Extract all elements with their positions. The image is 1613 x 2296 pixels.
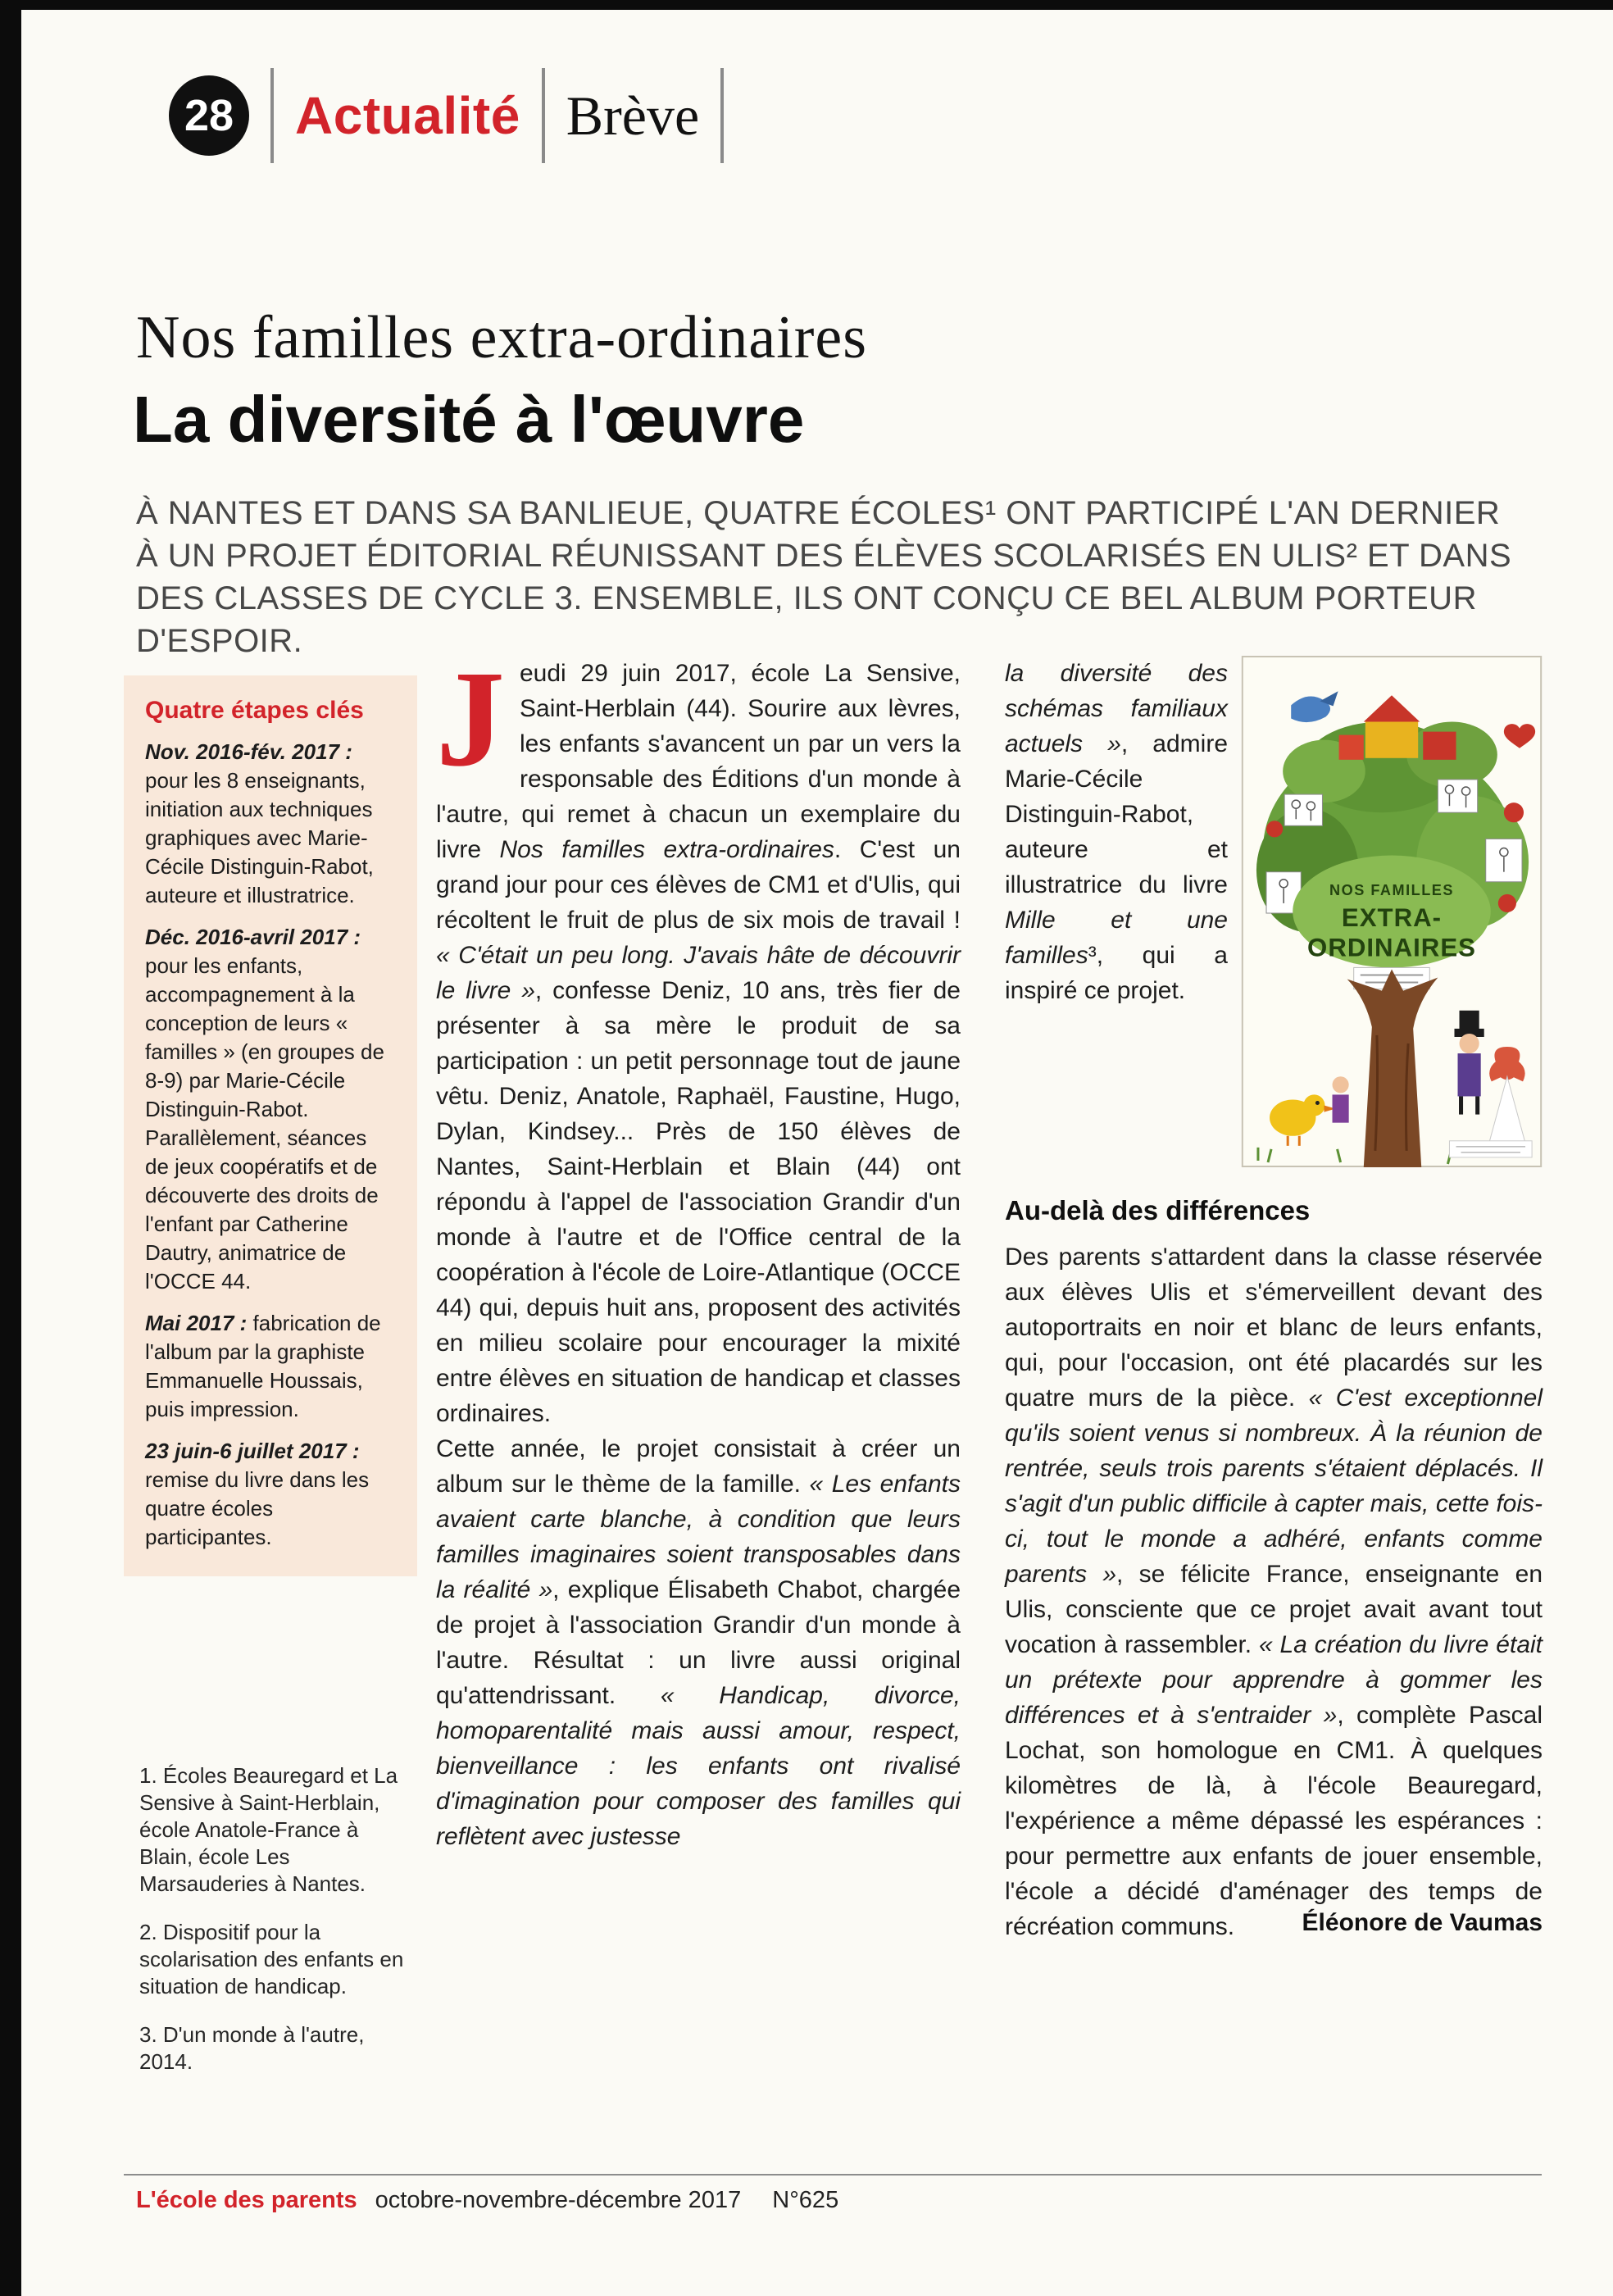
masthead-divider [270,68,274,163]
article-paragraph-2: Cette année, le projet consistait à créer un album sur le thème de la famille. « Les enfants avaient carte blanche, à condition que leurs familles imaginaires soient transposables dans la réalité », explique Élisabeth Chabot, chargée de projet à l'association Grandir d'un monde à l'autre. Résultat : un livre aussi original qu'attendrissant. « Handicap, divorce, homoparentalité mais aussi amour, respect, bienveillance : les enfants ont rivalisé d'imagination pour composer des familles qui reflètent avec justesse [436,1435,961,1850]
article-subtitle: La diversité à l'œuvre [133,383,805,456]
footnotes [139,1762,410,2097]
footnote-1: 1. Écoles Beauregard et La Sensive à Saint-Herblain, école Anatole-France à Blain, école Les Marsauderies à Nantes. [139,1763,398,1896]
section-label: Actualité [295,86,520,145]
footer-issue-number: N°625 [772,2187,839,2213]
child-drawing [1333,1076,1349,1122]
article-paragraph-4: Des parents s'attardent dans la classe réservée aux élèves Ulis et s'émerveillent devant des autoportraits en noir et blanc de leurs enfants, qui, pour l'occasion, ont été placardés sur les quatre murs de la pièce. « C'est exceptionnel qu'ils soient venus si nombreux. À la réunion de rentrée, seuls trois parents s'étaient déplacés. Il s'agit d'un public difficile à capter mais, cette fois-ci, tout le monde a adhéré, enfants comme parents », se félicite France, enseignante en Ulis, consciente que ce projet avait avant tout vocation à rassembler. « La création du livre était un prétexte pour apprendre à gommer les différences et à s'entraider », complète Pascal Lochat, son homologue en CM1. À quelques kilomètres de là, à l'école Beauregard, l'expérience a même dépassé les espérances : pour permettre aux enfants de jouer ensemble, l'école a décidé d'aménager des temps de récréation communs. [1005,1243,1543,1940]
subsection-label: Brève [566,84,700,147]
publisher-label [1449,1141,1532,1157]
masthead-divider [720,68,724,163]
step-date: 23 juin-6 juillet 2017 : [145,1439,360,1463]
book-cover-illustration [1241,656,1543,1167]
masthead [169,66,724,166]
article-column-2 [1005,656,1543,1940]
standfirst: À NANTES ET DANS SA BANLIEUE, QUATRE ÉCOLES¹ ONT PARTICIPÉ L'AN DERNIER À UN PROJET ÉDITORIAL RÉUNISSANT DES ÉLÈVES SCOLARISÉS EN ULIS² ET DANS DES CLASSES DE CYCLE 3. ENSEMBLE, ILS ONT CONÇU CE BEL ALBUM PORTEUR D'ESPOIR. [136,495,1512,659]
footer-magazine-name: L'école des parents [136,2187,357,2213]
sidebar-step [145,923,396,1296]
step-text: remise du livre dans les quatre écoles participantes. [145,1467,370,1549]
text-and-cover-row [1005,656,1543,1167]
footer-issue-date: octobre-novembre-décembre 2017 [375,2187,742,2213]
article-title: Nos familles extra-ordinaires [136,304,868,371]
section-heading: Au-delà des différences [1005,1195,1311,1225]
drop-cap: J [436,643,505,795]
article-paragraph-3: la diversité des schémas familiaux actuels », admire Marie-Cécile Distinguin-Rabot, auteure et illustratrice du livre Mille et une familles³, qui a inspiré ce projet. [1005,660,1229,1004]
book-cover [1241,656,1543,1167]
sidebar-step [145,1437,396,1552]
step-text: pour les 8 enseignants, initiation aux techniques graphiques avec Marie-Cécile Distinguin-Rabot, auteure et illustratrice. [145,768,374,907]
page-number-badge: 28 [169,75,249,156]
step-date: Déc. 2016-avril 2017 : [145,925,361,949]
step-date: Nov. 2016-fév. 2017 : [145,739,352,764]
masthead-divider [542,68,545,163]
scan-edge-left [0,0,21,2296]
footnote-3: 3. D'un monde à l'autre, 2014. [139,2022,365,2074]
footnote-2: 2. Dispositif pour la scolarisation des enfants en situation de handicap. [139,1920,404,1998]
scan-edge-top [0,0,1613,10]
page-footer [136,2187,838,2214]
step-date: Mai 2017 : [145,1311,248,1335]
book-cover-title-line1: NOS FAMILLES [1329,881,1454,898]
sidebar-title: Quatre étapes clés [145,697,364,724]
book-cover-title-line2: EXTRA- [1341,903,1443,933]
book-cover-title-line3: ORDINAIRES [1307,933,1476,962]
key-steps-box [124,675,417,1576]
byline: Éléonore de Vaumas [1302,1909,1543,1936]
article-column-1 [436,643,961,1854]
step-text: pour les enfants, accompagnement à la conception de leurs « familles » (en groupes de 8-9) par Marie-Cécile Distinguin-Rabot. Parallèlement, séances de jeux coopératifs et de découverte des droits de l'enfant par Catherine Dautry, animatrice de l'OCCE 44. [145,953,384,1293]
step-text: fabrication de l'album par la graphiste Emmanuelle Houssais, puis impression. [145,1311,381,1421]
sidebar-step [145,738,396,910]
article-paragraph-1: J eudi 29 juin 2017, école La Sensive, Saint-Herblain (44). Sourire aux lèvres, les enfants s'avancent un par un vers la responsable des Éditions d'un monde à l'autre, qui remet à chacun un exemplaire du livre Nos familles extra-ordinaires. C'est un grand jour pour ces élèves de CM1 et d'Ulis, qui récoltent le fruit de plus de six mois de travail ! « C'était un peu long. J'avais hâte de découvrir le livre », confesse Deniz, 10 ans, très fier de présenter à sa mère le produit de sa participation : un petit personnage tout de jaune vêtu. Deniz, Anatole, Raphaël, Faustine, Hugo, Dylan, Kindsey... Près de 150 élèves de Nantes, Saint-Herblain et Blain (44) ont répondu à l'appel de l'association Grandir d'un monde à l'autre et de l'Office central de la coopération à l'école de Loire-Atlantique (OCCE 44) qui, depuis huit ans, proposent des activités en milieu scolaire pour encourager la mixité entre élèves en situation de handicap et classes ordinaires. [436,643,961,1427]
sidebar-step [145,1309,396,1424]
footer-rule [124,2174,1542,2176]
